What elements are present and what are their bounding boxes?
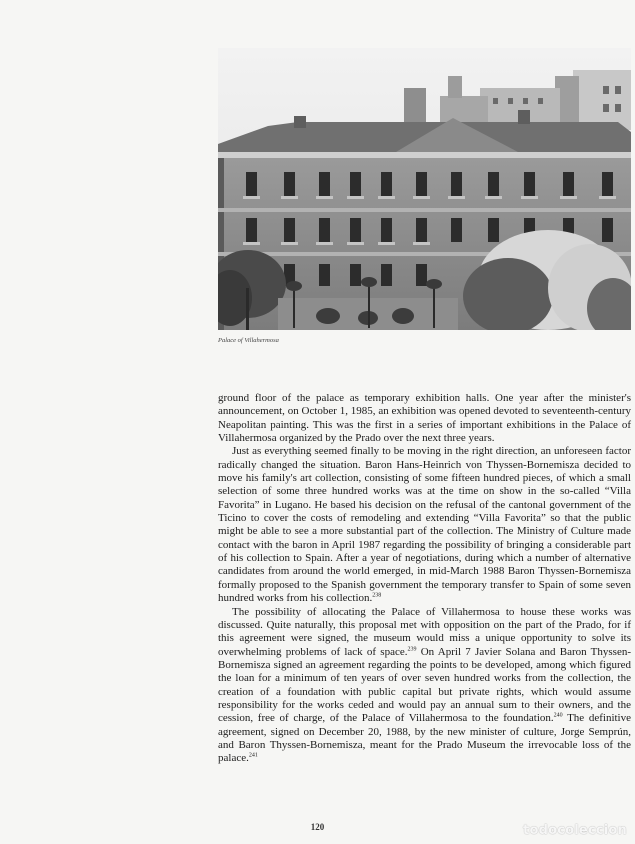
palace-photo — [218, 48, 631, 330]
footnote-ref-241: 241 — [248, 752, 258, 759]
paragraph-2-text: Just as everything seemed finally to be moving in the right direction, an unforeseen factor radically changed the situation. Baron Hans-Heinrich von Thyssen-Bornemisza decided to move his family's art collection, consisting of some fifteen hundred pieces, of which a small selection of some three hundred works was at the time on show in the so-called “Villa Favorita” in Lugano. He based his decision on the refusal of the cantonal government of the Ticino to cover the costs of remodeling and extending “Villa Favorita” so that the public might be able to see a more substantial part of the collection. The Ministry of Culture made contact with the baron in April 1987 regarding the possibility of bringing a considerable part of his collection to Spain. After a year of negotiations, during which a number of alternative candidates from around the world emerged, in mid-March 1988 Baron Thyssen-Bornemisza formally proposed to the Spanish government the temporary transfer to Spain of some seven hundred works from his collection. — [218, 445, 631, 605]
body-text — [218, 392, 631, 766]
page-number: 120 — [310, 822, 325, 832]
footnote-ref-238: 238 — [372, 592, 382, 599]
paragraph-2 — [218, 445, 631, 605]
photo-caption: Palace of Villahermosa — [218, 337, 279, 344]
paragraph-3-text-a: The possibility of allocating the Palace of Villahermosa to house these works was discussed. Quite naturally, this proposal met with opposition on the part of the Prado, for if this agreement were signed, the museum would miss a unique opportunity to solve its overwhelming problems of lack of space. — [218, 605, 631, 658]
watermark: todocoleccion — [523, 823, 627, 838]
footnote-ref-240: 240 — [553, 712, 563, 719]
palace-photo-image — [218, 48, 631, 330]
paragraph-3-text-b: On April 7 Javier Solana and Baron Thyssen-Bornemisza signed an agreement regarding the points to be developed, among which figured the loan for a minimum of ten years of over seven hundred works from the collection, the creation of a foundation with public capital but private rights, which would assume responsibility for the works ceded and would pay an annual sum to their owners, and the cession, free of charge, of the Palace of Villahermosa to the foundation. — [218, 645, 632, 725]
paragraph-3 — [218, 606, 631, 766]
paragraph-3-text-c: The definitive agreement, signed on December 20, 1988, by the new minister of culture, Jorge Semprún, and Baron Thyssen-Bornemisza, meant for the Prado Museum the irrevocable loss of the palace. — [218, 712, 631, 765]
footnote-ref-239: 239 — [407, 645, 417, 652]
paragraph-1: ground floor of the palace as temporary exhibition halls. One year after the minister's announcement, on October 1, 1985, an exhibition was opened devoted to seventeenth-century Neapolitan painting. This was the first in a series of important exhibitions in the Palace of Villahermosa organized by the Prado over the next three years. — [218, 392, 631, 445]
